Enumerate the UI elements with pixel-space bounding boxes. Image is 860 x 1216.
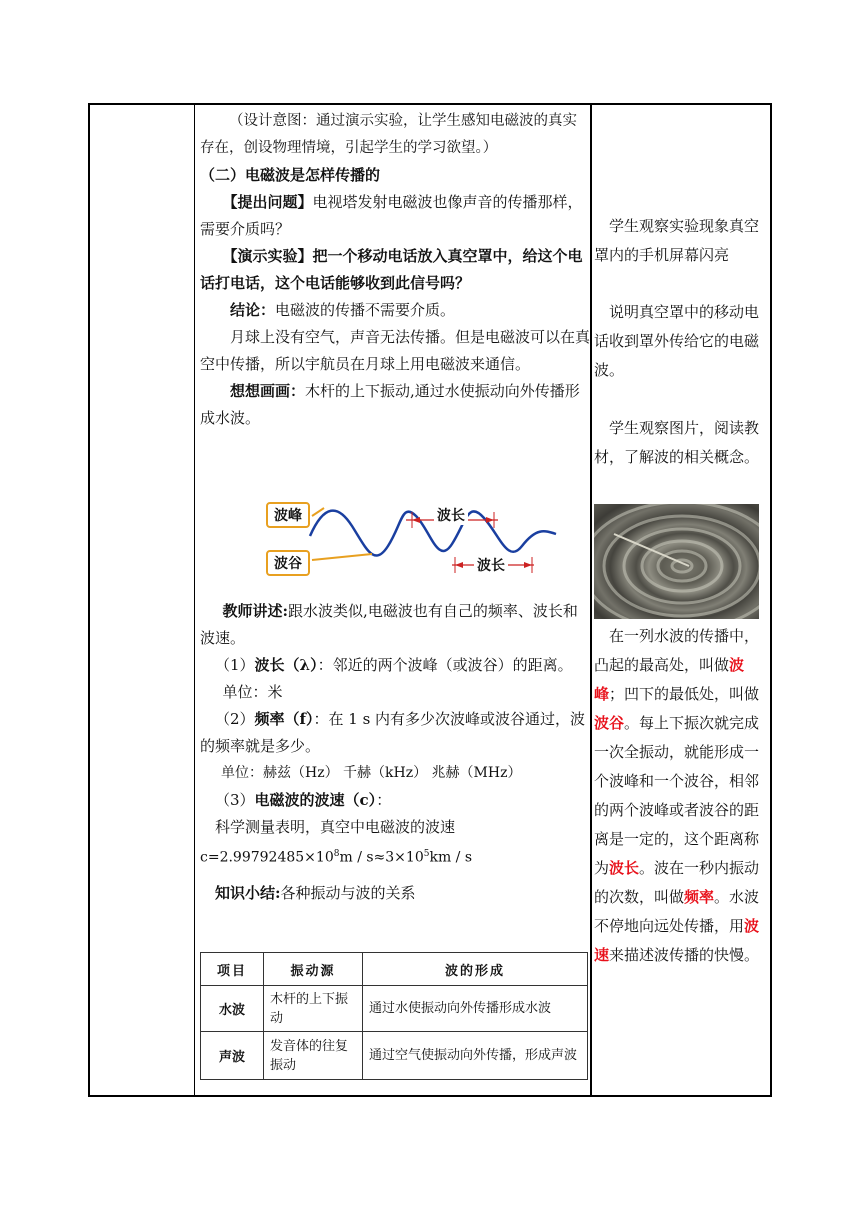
moon-paragraph: 月球上没有空气，声音无法传播。但是电磁波可以在真空中传播，所以宇航员在月球上用电磁波来通信。: [200, 328, 591, 373]
frequency-unit: 单位：赫兹（Hz） 千赫（kHz） 兆赫（MHz）: [221, 765, 522, 781]
side-explain: [594, 298, 766, 385]
speed-heading: （3）电磁波的波速（c）：: [215, 791, 392, 809]
side-observe-text: 学生观察实验现象真空罩内的手机屏幕闪亮: [594, 217, 760, 264]
demo-paragraph: 【演示实验】把一个移动电话放入真空罩中，给这个电话打电话，这个电话能够收到此信号吗？: [200, 247, 583, 292]
table-cell: 发音体的往复振动: [264, 1032, 363, 1080]
wave-diagram: [262, 494, 562, 582]
frequency-definition: （2）频率（f）：在 1 s 内有多少次波峰或波谷通过，波的频率就是多少。: [200, 710, 586, 755]
table-cell: 木杆的上下振动: [264, 986, 363, 1032]
summary-table: [200, 952, 588, 1080]
summary-line: 知识小结:各种振动与波的关系: [215, 883, 416, 902]
table-header: 振动源: [264, 953, 363, 986]
conclusion-paragraph: 结论：电磁波的传播不需要介质。: [230, 301, 456, 319]
main-column: [200, 108, 590, 432]
teacher-paragraph: 教师讲述:跟水波类似,电磁波也有自己的频率、波长和波速。: [200, 602, 578, 647]
section-title: （二）电磁波是怎样传播的: [200, 166, 381, 184]
column-divider-right: [590, 105, 592, 1095]
side-wave-explanation: [594, 622, 766, 970]
table-header: 波的形成: [363, 953, 588, 986]
side-wave-text: 在一列水波的传播中，凸起的最高处，叫做波峰；凹下的最低处，叫做波谷。每上下振次就完成一次全振动，就能形成一个波峰和一个波谷，相邻的两个波峰或者波谷的距离是一定的，这个距离称为波长。波在一秒内振动的次数，叫做频率。水波不停地向远处传播，用波速来描述波传播的快慢。: [594, 627, 760, 964]
side-observe: [594, 212, 766, 270]
side-explain-text: 说明真空罩中的移动电话收到罩外传给它的电磁波。: [594, 303, 760, 379]
ripple-rings: [594, 504, 759, 619]
table-cell: 水波: [201, 986, 264, 1032]
wavelength-definition: （1）波长（λ）：邻近的两个波峰（或波谷）的距离。: [215, 656, 573, 674]
table-row: [201, 1032, 588, 1080]
imagine-paragraph: 想想画画：木杆的上下振动,通过水使振动向外传播形成水波。: [200, 382, 580, 427]
side-read-text: 学生观察图片，阅读教材，了解波的相关概念。: [594, 419, 760, 466]
crest-label: 波峰: [266, 502, 310, 528]
table-header: 项目: [201, 953, 264, 986]
table-row: [201, 986, 588, 1032]
water-ripple-photo: [594, 504, 759, 619]
trough-label: 波谷: [266, 550, 310, 576]
measure-text: 科学测量表明，真空中电磁波的波速: [215, 818, 456, 836]
wavelength-top-label: 波长: [434, 505, 468, 525]
table-cell: 声波: [201, 1032, 264, 1080]
wavelength-bottom-label: 波长: [474, 555, 508, 575]
question-paragraph: 【提出问题】电视塔发射电磁波也像声音的传播那样，需要介质吗？: [200, 193, 583, 238]
side-read: [594, 414, 766, 472]
wavelength-unit: 单位：米: [222, 683, 283, 701]
table-cell: 通过水使振动向外传播形成水波: [363, 986, 588, 1032]
main-column-lower: [200, 598, 590, 907]
column-divider-left: [194, 105, 195, 1095]
design-intent: （设计意图：通过演示实验，让学生感知电磁波的真实存在，创设物理情境，引起学生的学习欲望。）: [200, 113, 577, 156]
table-cell: 通过空气使振动向外传播，形成声波: [363, 1032, 588, 1080]
speed-formula: $c=2.99792485\times 10^8m / s\approx 3\times 10^5km / s$: [200, 849, 473, 866]
